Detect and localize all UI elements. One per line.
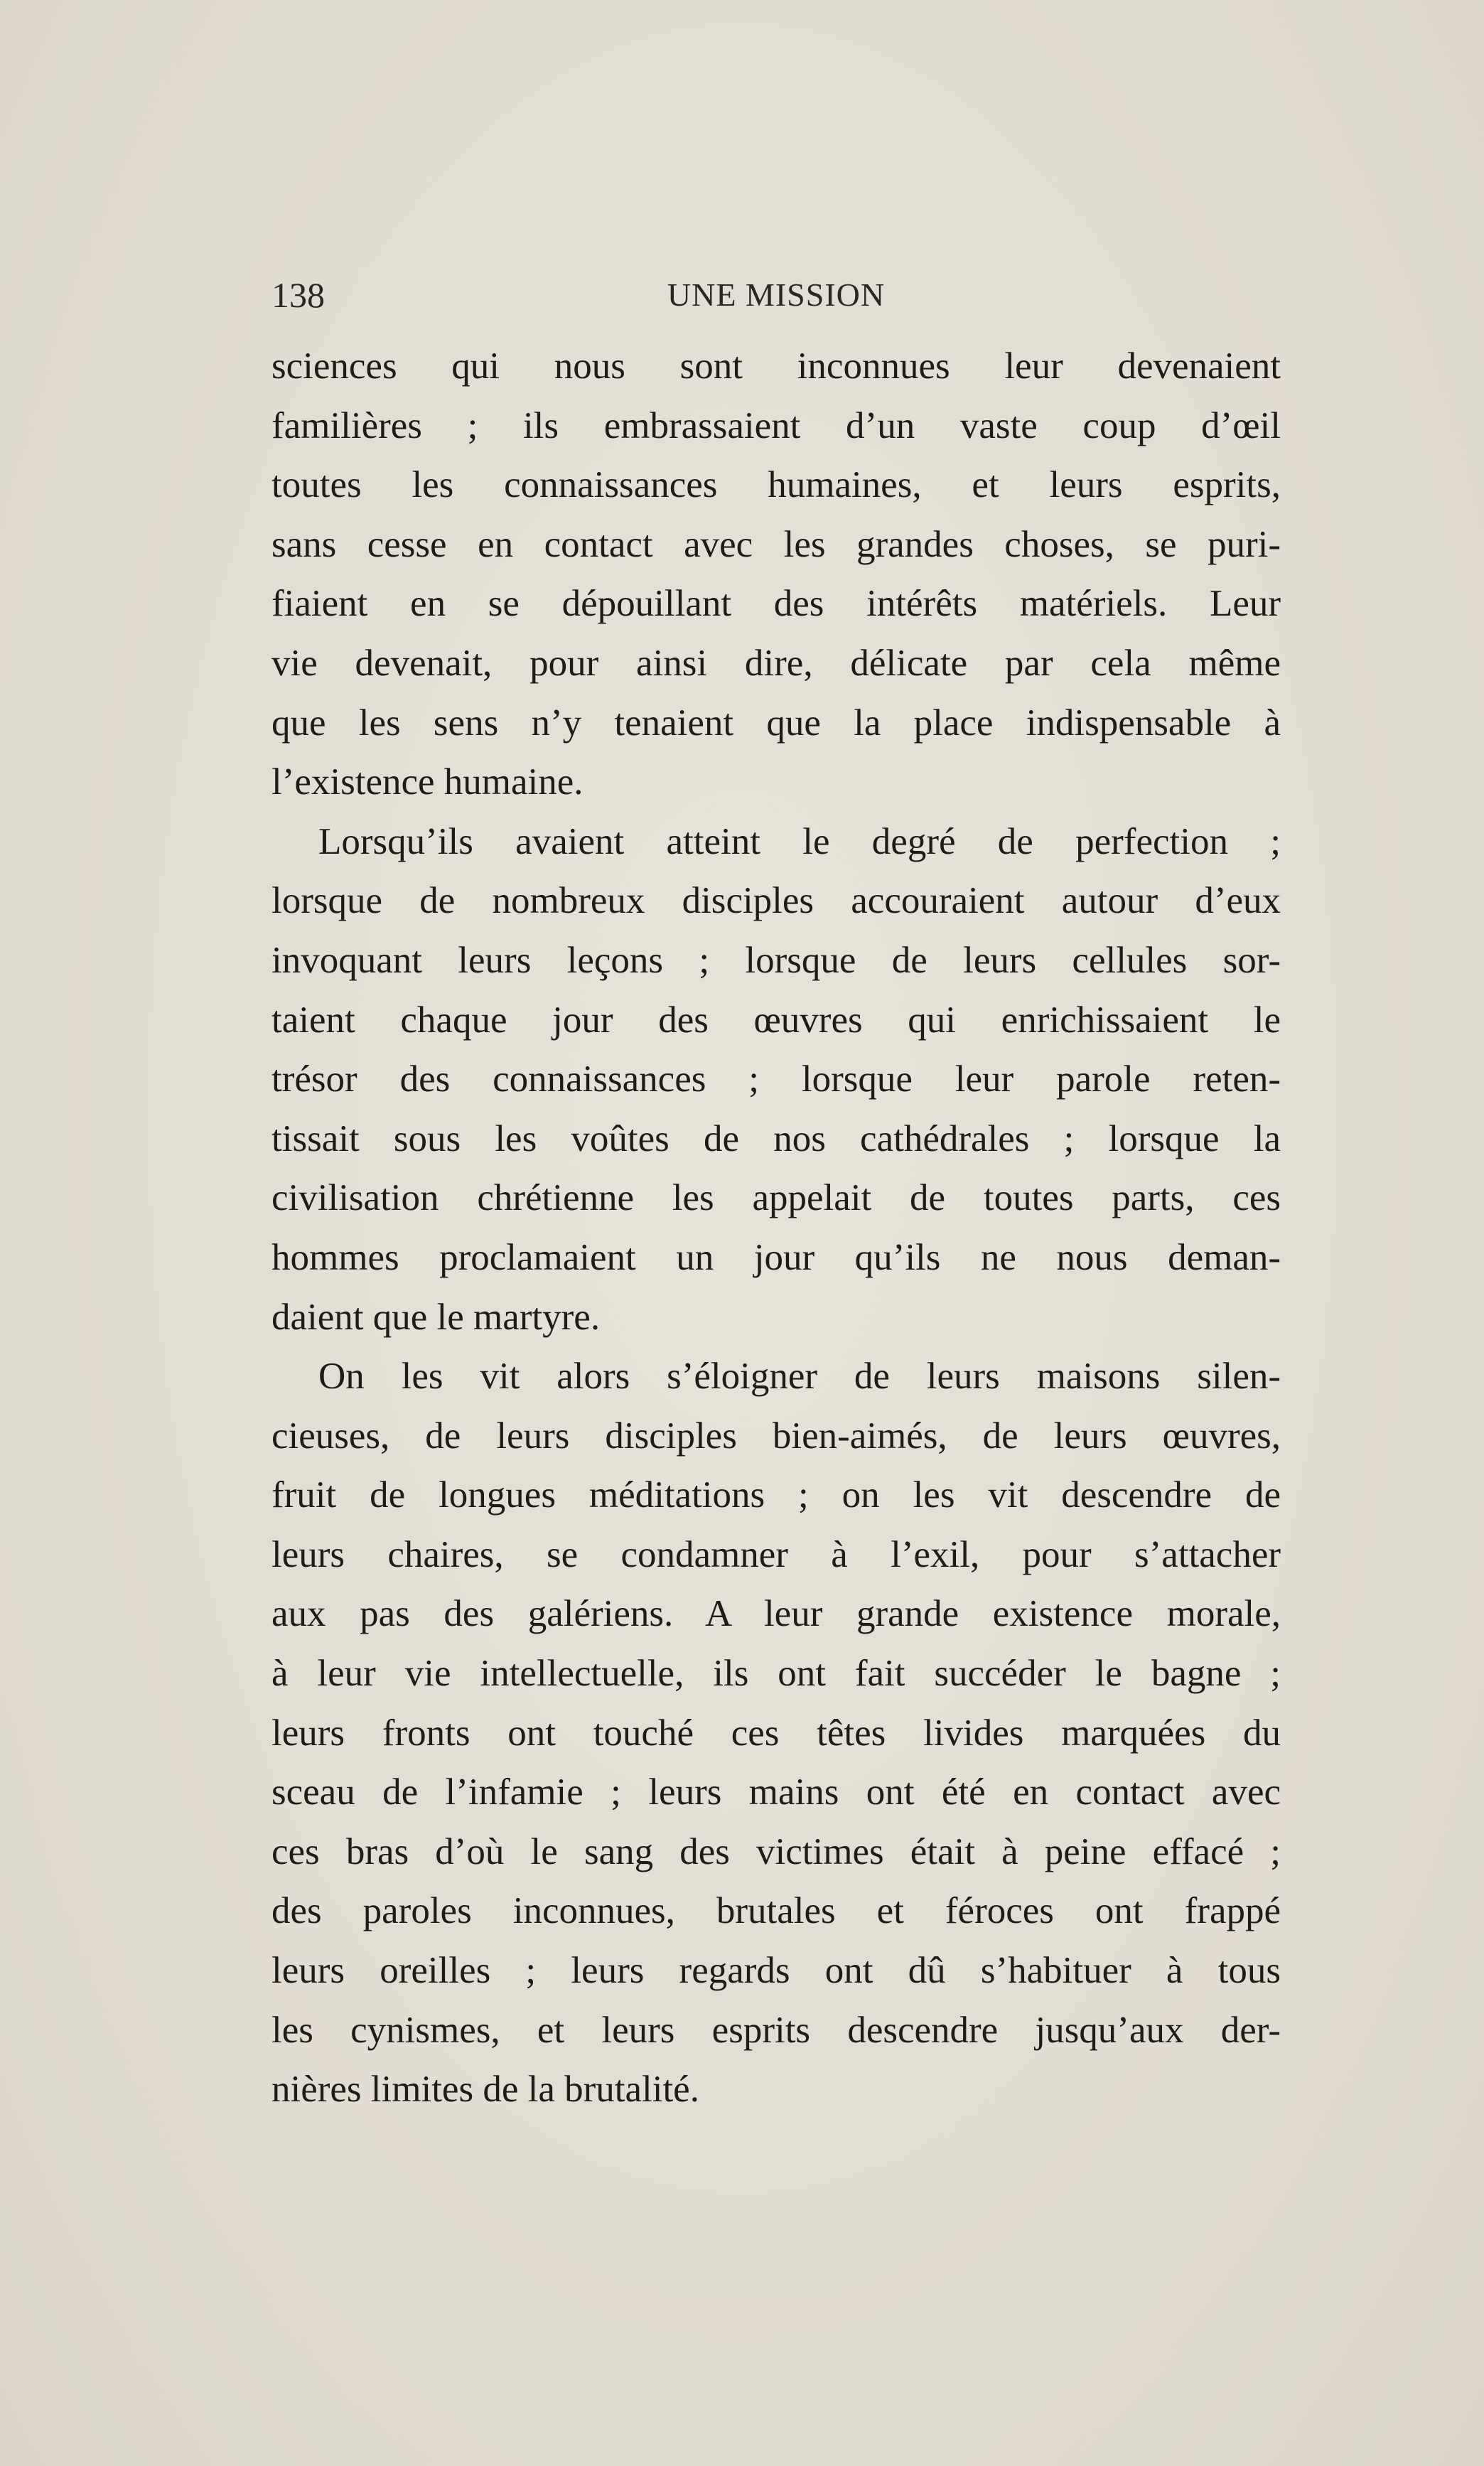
- text-line: lorsque de nombreux disciples accouraient autour d’eux: [271, 880, 1281, 922]
- page-header: [271, 270, 1281, 320]
- text-line: ces bras d’où le sang des victimes était à peine effacé ;: [271, 1830, 1281, 1872]
- body-text: [271, 337, 1281, 2120]
- text-line: daient que le martyre.: [271, 1296, 601, 1338]
- text-line: que les sens n’y tenaient que la place indispensable à: [271, 702, 1281, 744]
- text-line: invoquant leurs leçons ; lorsque de leurs cellules sor-: [271, 939, 1281, 981]
- page-number: 138: [271, 275, 325, 315]
- text-line: civilisation chrétienne les appelait de toutes parts, ces: [271, 1177, 1281, 1219]
- paragraph-2: [271, 813, 1281, 1347]
- text-line: aux pas des galériens. A leur grande existence morale,: [271, 1593, 1281, 1635]
- text-line: taient chaque jour des œuvres qui enrichissaient le: [271, 999, 1281, 1041]
- running-title: UNE MISSION: [667, 277, 886, 313]
- text-line: hommes proclamaient un jour qu’ils ne nous deman-: [271, 1236, 1281, 1278]
- text-line: leurs oreilles ; leurs regards ont dû s’habituer à tous: [271, 1950, 1281, 1992]
- text-line: vie devenait, pour ainsi dire, délicate par cela même: [271, 642, 1281, 684]
- text-line: trésor des connaissances ; lorsque leur parole reten-: [271, 1058, 1281, 1100]
- text-line: cieuses, de leurs disciples bien-aimés, de leurs œuvres,: [271, 1415, 1281, 1457]
- text-line: leurs fronts ont touché ces têtes livides marquées du: [271, 1712, 1281, 1754]
- text-line: Lorsqu’ils avaient atteint le degré de perfection ;: [318, 820, 1281, 862]
- text-line: sans cesse en contact avec les grandes choses, se puri-: [271, 523, 1281, 565]
- text-line: sciences qui nous sont inconnues leur devenaient: [271, 345, 1281, 387]
- text-line: tissait sous les voûtes de nos cathédrales ; lorsque la: [271, 1117, 1281, 1159]
- text-line: On les vit alors s’éloigner de leurs maisons silen-: [318, 1356, 1281, 1398]
- text-line: sceau de l’infamie ; leurs mains ont été en contact avec: [271, 1771, 1281, 1813]
- text-line: des paroles inconnues, brutales et féroces ont frappé: [271, 1890, 1281, 1932]
- text-line: toutes les connaissances humaines, et leurs esprits,: [271, 464, 1281, 506]
- text-line: fruit de longues méditations ; on les vit descendre de: [271, 1474, 1281, 1516]
- text-line: nières limites de la brutalité.: [271, 2069, 699, 2111]
- text-line: à leur vie intellectuelle, ils ont fait succéder le bagne ;: [271, 1653, 1281, 1695]
- paragraph-1: [271, 337, 1281, 813]
- text-line: fiaient en se dépouillant des intérêts matériels. Leur: [271, 583, 1281, 625]
- text-line: les cynismes, et leurs esprits descendre jusqu’aux der-: [271, 2009, 1281, 2051]
- paragraph-3: [271, 1347, 1281, 2120]
- text-line: familières ; ils embrassaient d’un vaste coup d’œil: [271, 404, 1281, 446]
- text-line: leurs chaires, se condamner à l’exil, pour s’attacher: [271, 1533, 1281, 1575]
- text-line: l’existence humaine.: [271, 761, 584, 803]
